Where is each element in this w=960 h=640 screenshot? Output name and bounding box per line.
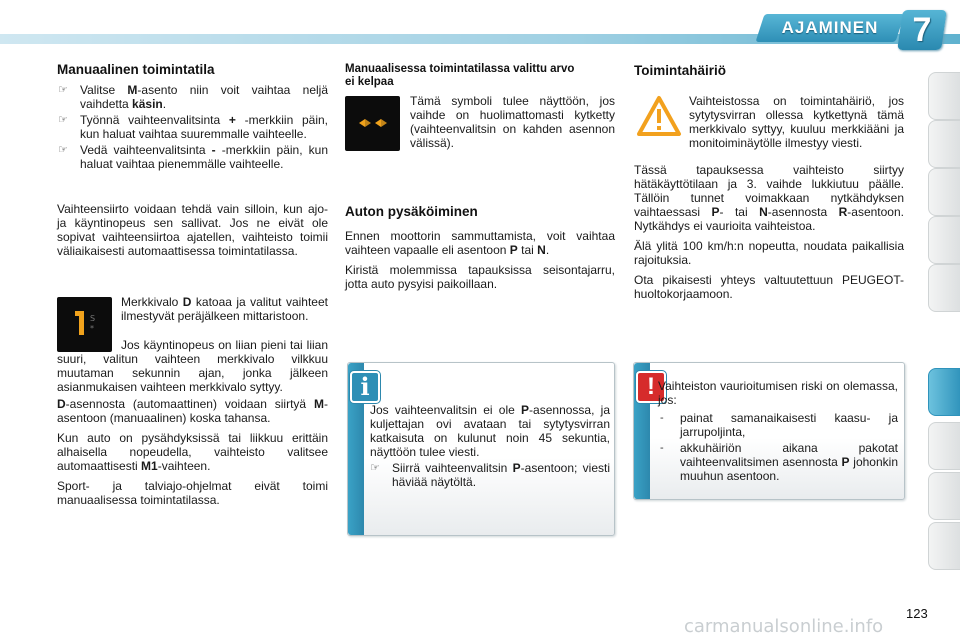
dash-marker: - [660,412,664,424]
bold-term: - [211,143,216,157]
text-run: -asentoon (manuaalinen) koska tahansa. [57,397,328,425]
warning-callout-intro: Vaihteiston vaurioitumisen riski on olemassa, jos: [658,379,898,407]
malfunction-heading: Toimintahäiriö [634,63,727,78]
text-run: akkuhäiriön aikana pakotat vaihteenvalitsimen asennosta [680,441,898,469]
bold-term: M1 [141,459,158,473]
text-run: Merkkivalo [121,295,183,309]
text-run: . [545,243,550,257]
text-run: tai [517,243,538,257]
m1-text [57,431,328,473]
rpm-paragraph [57,338,328,513]
warning-callout-body [658,379,898,485]
exclamation-icon: ! [636,371,666,403]
d-to-m-text [57,397,328,425]
bold-term: D [57,397,66,411]
parking-text-2: Kiristä molemmissa tapauksissa seisontajarru, jotta auto pysyisi paikoillaan. [345,263,615,291]
text-run: -asennosta [767,205,839,219]
info-callout-body [370,403,610,491]
pointing-hand-icon: ☞ [58,84,68,96]
manual-mode-steps [58,83,328,173]
bold-term: P [512,461,521,475]
thumb-tab [928,72,960,120]
malfunction-warning-text: Vaihteistossa on toimintahäiriö, jos sytytysvirran ollessa kytkettynä tämä merkkivalo syttyy, kuuluu merkkiääni ja monitoiminäytölle ilmestyy viesti. [689,94,904,150]
bold-term: D [182,295,192,309]
chapter-number: 7 [912,11,932,49]
section-title-tab [755,14,904,42]
text-run: -asentoon. Nytkähdys ei vaurioita vaihteistoa. [634,205,904,233]
dash-marker: - [660,442,664,454]
info-callout-bullets [370,461,610,489]
text-run: johonkin muuhun asentoon. [680,455,898,483]
text-run: -asento niin voit vaihtaa neljä vaihdetta [80,83,328,111]
bold-term: + [228,113,236,127]
bold-term: M [314,397,324,411]
list-item-text [80,143,328,171]
text-run: -merkkiin päin, kun haluat vaihtaa suuremmalle vaihteelle. [80,113,328,141]
section-title: AJAMINEN [781,18,879,37]
list-item [658,411,898,439]
text-run: Tässä tapauksessa vaihteisto siirtyy hätäkäyttötilaan ja 3. vaihde lukkiutuu päälle. Tällöin tunnet voimakkaan nytkähdyksen vaihtaessasi [634,163,904,219]
warning-triangle-icon [636,95,682,137]
text-run: Valitse [80,83,128,97]
list-item [658,441,898,483]
text-run: -merkkiin päin, kun haluat vaihtaa pienemmälle vaihteelle. [80,143,328,171]
info-callout-bullet-text [392,461,610,489]
text-run: - tai [719,205,760,219]
pointing-hand-icon: ☞ [58,114,68,126]
warning-callout-list [658,411,898,483]
warning-callout [633,362,905,500]
text-run: -vaihteen. [157,459,211,473]
thumb-tab [928,422,960,470]
thumb-tab [928,522,960,570]
gearshift-paragraph [57,202,328,264]
text-run: . [162,97,167,111]
page-header [0,0,960,50]
pointing-hand-icon: ☞ [370,462,380,474]
bold-term: P [521,403,530,417]
list-item-text: painat samanaikaisesti kaasu- ja jarrupoljinta, [680,411,898,439]
text-run: katoaa ja valitut vaihteet ilmestyvät peräjälkeen mittaristoon. [121,295,328,323]
bold-term: käsin [132,97,163,111]
limp-mode-text [634,163,904,233]
info-icon: i [350,371,380,403]
manual-mode-heading: Manuaalinen toimintatila [57,62,215,77]
gearshift-text: Vaihteensiirto voidaan tehdä vain silloin, kun ajo- ja käyntinopeus sen sallivat. Jos ne eivät ole sopivat vaihteensiirtoa ajatellen, vaihteisto toimii väliaikaisesti automaattisessa toimintatilassa. [57,202,328,258]
text-run: Jos vaihteenvalitsin ei ole [370,403,522,417]
malfunction-warning-paragraph [689,94,904,156]
thumb-tab [928,120,960,168]
text-run: Kun auto on pysähdyksissä tai liikkuu erittäin alhaisella nopeudella, vaihteisto valitsee automaattisesti [57,431,328,473]
thumb-tab [928,216,960,264]
parking-heading: Auton pysäköiminen [345,204,478,219]
svg-text:S: S [90,314,96,323]
thumb-tab [928,264,960,312]
text-run: -asentoon; viesti häviää näytöltä. [392,461,610,489]
thumb-tab [928,168,960,216]
info-callout-text [370,403,610,459]
invalid-value-text: Tämä symboli tulee näyttöön, jos vaihde on huolimattomasti kytketty (vaihteenvalitsin on kahden asennon välissä). [410,94,615,150]
parking-paragraph [345,229,615,297]
text-run: Siirrä vaihteenvalitsin [392,461,513,475]
list-item-text [80,113,328,141]
list-item [58,83,328,111]
indicator-d-text [121,295,328,323]
watermark: carmanualsonline.info [684,616,884,637]
list-item [58,143,328,171]
bold-term: P [841,455,850,469]
parking-text-1 [345,229,615,257]
text-run: Vedä vaihteenvalitsinta [80,143,212,157]
invalid-value-heading: Manuaalisessa toimintatilassa valittu arvo ei kelpaa [345,63,575,88]
speed-limit-text: Älä ylitä 100 km/h:n nopeutta, noudata paikallisia rajoituksia. [634,239,904,267]
bold-term: R [838,205,848,219]
indicator-d-paragraph [121,295,328,329]
chapter-thumb-tabs [928,72,960,582]
bold-term: P [711,205,720,219]
text-run: Työnnä vaihteenvalitsinta [80,113,229,127]
bold-term: M [127,83,138,97]
bold-term: N [537,243,546,257]
list-item-text [680,441,898,483]
sport-winter-text: Sport- ja talviajo-ohjelmat eivät toimi manuaalisessa toimintatilassa. [57,479,328,507]
contact-dealer-text: Ota pikaisesti yhteys valtuutettuun PEUGEOT-huoltokorjaamoon. [634,273,904,301]
pointing-hand-icon: ☞ [58,144,68,156]
chapter-badge [897,10,947,50]
text-run: Ennen moottorin sammuttamista, voit vaihtaa vaihteen vapaalle eli asentoon [345,229,615,257]
bold-term: P [509,243,518,257]
list-item [370,461,610,489]
invalid-value-paragraph [410,94,615,156]
text-run: -asennossa, ja kuljettajan ovi avataan tai sytytysvirran katkaisuta on kulunut noin 45 sekuntia, näyttöön tulee viesti. [370,403,610,459]
svg-text:*: * [90,324,94,333]
info-callout [347,362,615,536]
bold-term: N [759,205,768,219]
flashing-gear-icon [345,96,400,151]
text-run: -asennosta (automaattinen) voidaan siirtyä [65,397,314,411]
thumb-tab-active [928,368,960,416]
list-item [58,113,328,141]
malfunction-paragraph [634,163,904,307]
thumb-tab [928,472,960,520]
list-item-text [80,83,328,111]
rpm-text: Jos käyntinopeus on liian pieni tai liian suuri, valitun vaihteen merkkivalo vilkkuu muutaman sekunnin ajan, jonka jälkeen asianmukaisen vaihteen merkkivalo syttyy. [57,338,328,394]
page-number: 123 [906,606,928,621]
